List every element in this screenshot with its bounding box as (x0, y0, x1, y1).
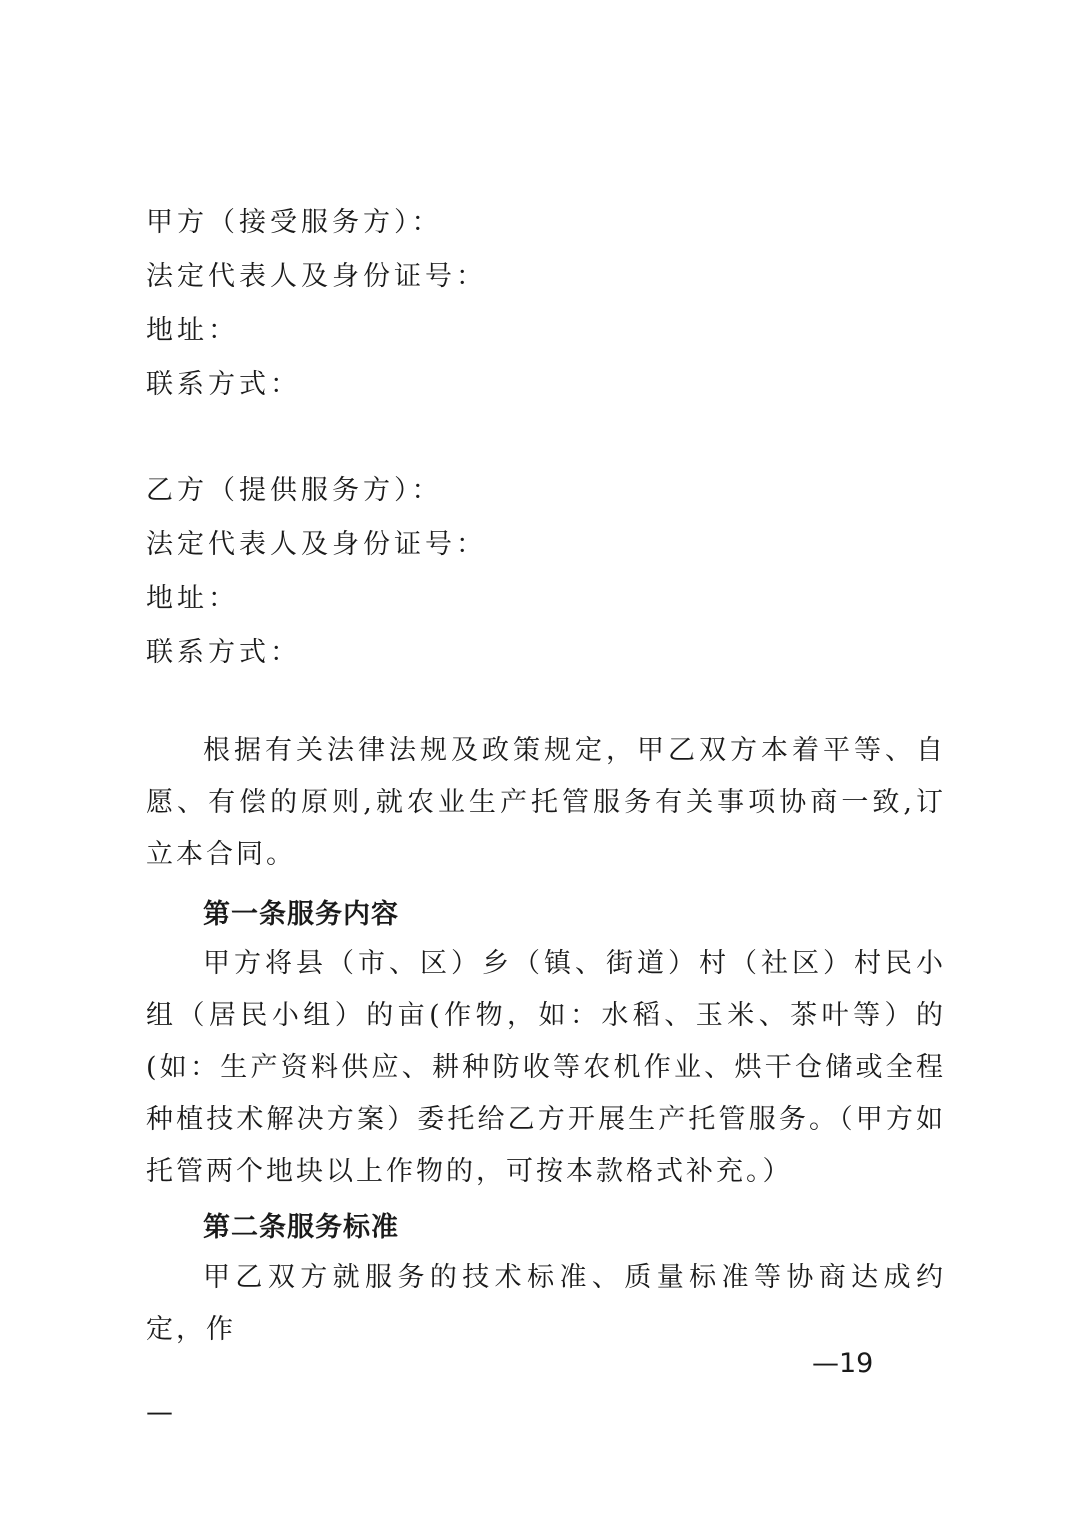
party-b-address: 地址： (146, 583, 239, 614)
article-2-body: 甲乙双方就服务的技术标准、质量标准等协商达成约定，作 (146, 1262, 946, 1345)
party-a-contact: 联系方式： (146, 369, 301, 400)
footer-dash: — (146, 1397, 173, 1428)
party-a-title: 甲方（接受服务方）： (146, 207, 443, 238)
party-a-representative: 法定代表人及身份证号： (146, 261, 487, 292)
preamble-paragraph: 根据有关法律法规及政策规定，甲乙双方本着平等、自愿、有偿的原则,就农业生产托管服务有关事项协商一致,订立本合同。 (146, 735, 946, 870)
article-2-heading: 第二条服务标准 (203, 1212, 399, 1243)
party-b-contact: 联系方式： (146, 637, 301, 668)
party-b-representative: 法定代表人及身份证号： (146, 529, 487, 560)
article-1-heading: 第一条服务内容 (203, 899, 399, 930)
party-b-title: 乙方（提供服务方）： (146, 475, 443, 506)
page-number: —19 (812, 1348, 874, 1379)
article-1-body: 甲方将县（市、区）乡（镇、街道）村（社区）村民小组（居民小组）的亩(作物，如：水稻、玉米、茶叶等）的(如：生产资料供应、耕种防收等农机作业、烘干仓储或全程种植技术解决方案）委托给乙方开展生产托管服务。（甲方如托管两个地块以上作物的，可按本款格式补充。） (146, 948, 946, 1187)
party-a-address: 地址： (146, 315, 239, 346)
